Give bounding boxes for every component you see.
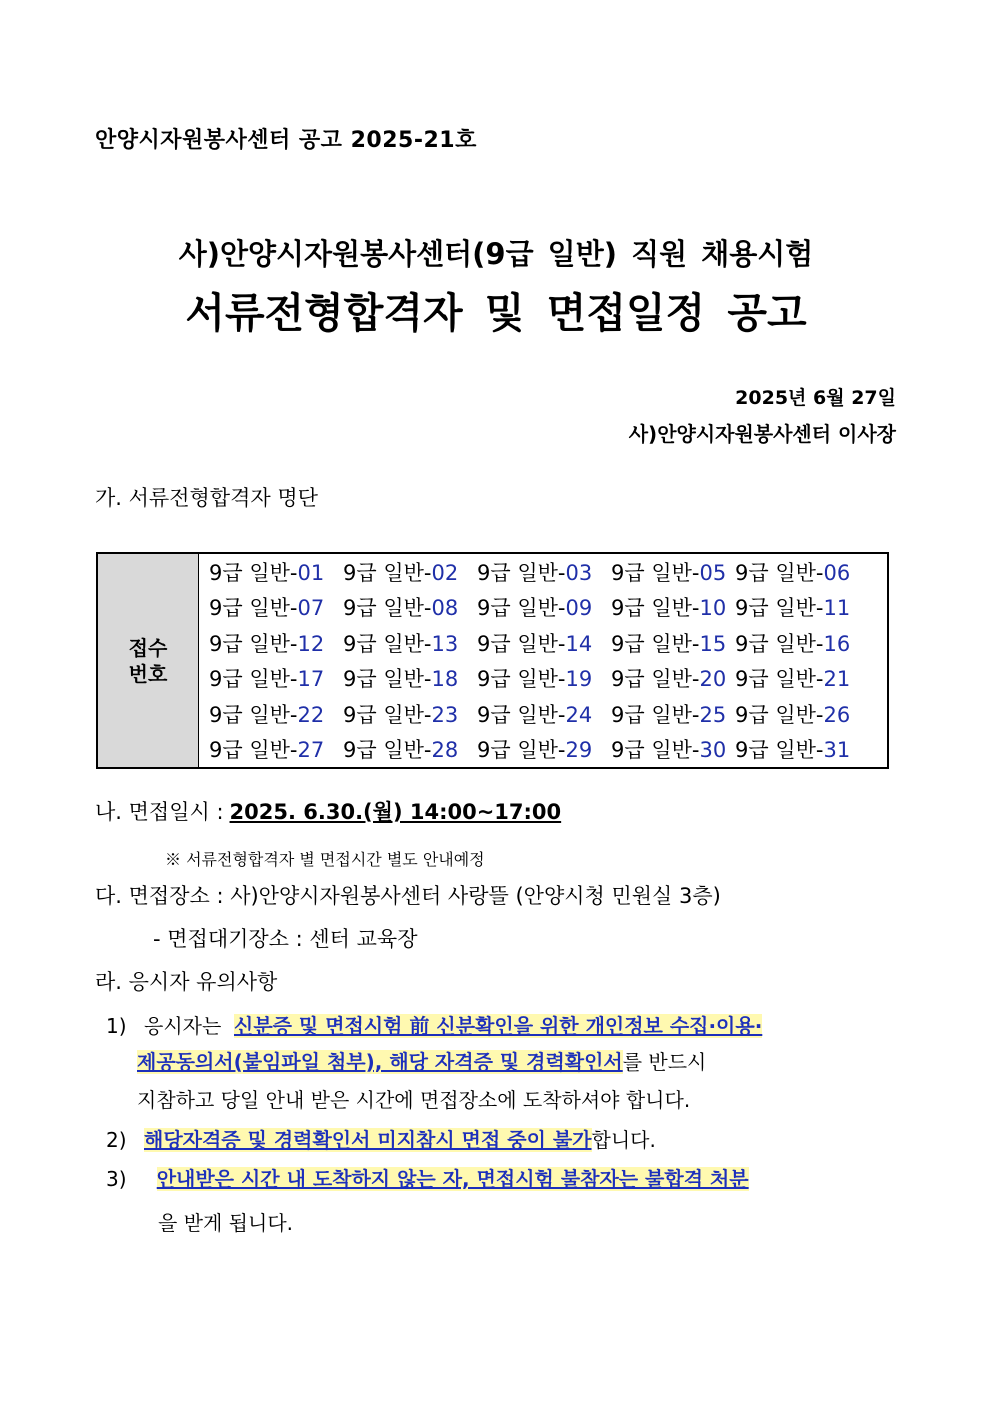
table-header-line1: 접수 bbox=[128, 635, 168, 660]
applicant-id-number: 13 bbox=[431, 631, 459, 656]
applicant-id bbox=[611, 734, 735, 764]
applicant-id-prefix: 9급 일반- bbox=[611, 738, 700, 763]
item-3-number: 3) bbox=[106, 1167, 127, 1191]
applicant-id-prefix: 9급 일반- bbox=[611, 596, 700, 621]
applicant-id-prefix: 9급 일반- bbox=[343, 702, 432, 727]
applicant-id bbox=[735, 592, 875, 622]
applicant-id-number: 12 bbox=[297, 631, 325, 656]
applicant-id-prefix: 9급 일반- bbox=[735, 560, 824, 585]
applicant-id-number: 15 bbox=[699, 631, 727, 656]
table-row bbox=[199, 554, 887, 590]
item-2-number: 2) bbox=[106, 1128, 127, 1152]
item-1-highlight-1: 신분증 및 면접시험 前 신분확인을 위한 개인정보 수집·이용· bbox=[234, 1014, 763, 1038]
applicant-id-prefix: 9급 일반- bbox=[611, 667, 700, 692]
applicant-id bbox=[199, 628, 343, 658]
applicant-id-prefix: 9급 일반- bbox=[735, 702, 824, 727]
applicant-id-prefix: 9급 일반- bbox=[611, 560, 700, 585]
applicant-id bbox=[343, 557, 477, 587]
item-1-number: 1) bbox=[106, 1014, 127, 1038]
item-3-highlight: 안내받은 시간 내 도착하지 않는 자, 면접시험 불참자는 불합격 처분 bbox=[156, 1167, 749, 1191]
applicant-id bbox=[611, 663, 735, 693]
applicant-id-number: 02 bbox=[431, 560, 459, 585]
applicant-id-prefix: 9급 일반- bbox=[477, 702, 566, 727]
applicant-id-number: 20 bbox=[699, 667, 727, 692]
applicant-id-number: 30 bbox=[699, 738, 727, 763]
applicant-id-number: 27 bbox=[297, 738, 325, 763]
item-1-post: 를 반드시 bbox=[622, 1050, 707, 1074]
table-header-line2: 번호 bbox=[128, 661, 168, 686]
applicant-id-prefix: 9급 일반- bbox=[735, 596, 824, 621]
notice-item-3-line2: 을 받게 됩니다. bbox=[158, 1211, 293, 1235]
interview-note: ※ 서류전형합격자 별 면접시간 별도 안내예정 bbox=[165, 850, 485, 869]
waiting-location: - 면접대기장소 : 센터 교육장 bbox=[153, 927, 418, 951]
applicant-id-number: 28 bbox=[431, 738, 459, 763]
applicant-id-prefix: 9급 일반- bbox=[477, 596, 566, 621]
applicant-id bbox=[343, 628, 477, 658]
table-header bbox=[97, 553, 199, 768]
applicant-id-prefix: 9급 일반- bbox=[343, 631, 432, 656]
applicant-id-prefix: 9급 일반- bbox=[343, 738, 432, 763]
notice-item-2 bbox=[106, 1124, 656, 1153]
applicant-id-prefix: 9급 일반- bbox=[209, 702, 298, 727]
item-2-post: 합니다. bbox=[591, 1128, 656, 1152]
applicant-id bbox=[611, 592, 735, 622]
applicant-id-number: 05 bbox=[699, 560, 727, 585]
notice-number: 안양시자원봉사센터 공고 2025-21호 bbox=[95, 128, 477, 153]
applicant-id bbox=[477, 663, 611, 693]
applicant-id bbox=[343, 734, 477, 764]
item-1-pre: 응시자는 bbox=[144, 1014, 222, 1038]
applicant-id-prefix: 9급 일반- bbox=[477, 631, 566, 656]
notice-item-1-line3: 지참하고 당일 안내 받은 시간에 면접장소에 도착하셔야 합니다. bbox=[137, 1088, 691, 1112]
applicant-id-prefix: 9급 일반- bbox=[477, 667, 566, 692]
applicant-id bbox=[343, 592, 477, 622]
applicant-id bbox=[477, 557, 611, 587]
applicant-id bbox=[735, 663, 875, 693]
applicant-id-number: 21 bbox=[823, 667, 851, 692]
section-d-heading: 라. 응시자 유의사항 bbox=[95, 970, 278, 994]
title-line1: 사)안양시자원봉사센터(9급 일반) 직원 채용시험 bbox=[178, 237, 814, 271]
applicant-id bbox=[611, 628, 735, 658]
applicant-id-prefix: 9급 일반- bbox=[611, 702, 700, 727]
applicant-id-number: 26 bbox=[823, 702, 851, 727]
applicant-id-number: 29 bbox=[565, 738, 593, 763]
applicant-id bbox=[199, 663, 343, 693]
applicant-id-prefix: 9급 일반- bbox=[209, 560, 298, 585]
applicant-id bbox=[477, 734, 611, 764]
applicant-id-prefix: 9급 일반- bbox=[209, 631, 298, 656]
applicant-id-prefix: 9급 일반- bbox=[343, 560, 432, 585]
applicant-id-number: 08 bbox=[431, 596, 459, 621]
applicant-id-prefix: 9급 일반- bbox=[209, 738, 298, 763]
applicant-id-prefix: 9급 일반- bbox=[611, 631, 700, 656]
notice-date: 2025년 6월 27일 bbox=[735, 387, 896, 409]
applicant-id bbox=[735, 699, 875, 729]
applicant-id-prefix: 9급 일반- bbox=[209, 596, 298, 621]
applicant-id bbox=[343, 699, 477, 729]
applicant-id-prefix: 9급 일반- bbox=[477, 738, 566, 763]
item-1-highlight-2: 제공동의서(붙임파일 첨부), 해당 자격증 및 경력확인서 bbox=[137, 1050, 623, 1074]
table-row bbox=[199, 661, 887, 697]
applicant-id bbox=[477, 592, 611, 622]
applicant-id bbox=[477, 699, 611, 729]
applicant-id-prefix: 9급 일반- bbox=[209, 667, 298, 692]
applicant-id bbox=[611, 557, 735, 587]
applicant-id bbox=[611, 699, 735, 729]
interview-date-label: 나. 면접일시 : bbox=[95, 800, 224, 824]
applicant-id-number: 19 bbox=[565, 667, 593, 692]
applicant-id-number: 23 bbox=[431, 702, 459, 727]
applicant-id-number: 25 bbox=[699, 702, 727, 727]
applicant-id bbox=[199, 734, 343, 764]
applicant-id bbox=[477, 628, 611, 658]
applicant-id-prefix: 9급 일반- bbox=[477, 560, 566, 585]
applicant-id-number: 16 bbox=[823, 631, 851, 656]
applicant-id-number: 24 bbox=[565, 702, 593, 727]
applicant-id bbox=[735, 734, 875, 764]
applicant-id-prefix: 9급 일반- bbox=[735, 631, 824, 656]
passer-table bbox=[96, 552, 889, 769]
interview-date-value: 2025. 6.30.(월) 14:00~17:00 bbox=[229, 800, 562, 824]
applicant-id-number: 17 bbox=[297, 667, 325, 692]
applicant-id-number: 06 bbox=[823, 560, 851, 585]
table-row bbox=[199, 590, 887, 626]
applicant-id bbox=[199, 557, 343, 587]
applicant-id-number: 03 bbox=[565, 560, 593, 585]
notice-item-1-line2 bbox=[137, 1046, 706, 1075]
applicant-id-number: 09 bbox=[565, 596, 593, 621]
applicant-id bbox=[199, 592, 343, 622]
applicant-id-number: 14 bbox=[565, 631, 593, 656]
applicant-id-number: 07 bbox=[297, 596, 325, 621]
applicant-id-number: 22 bbox=[297, 702, 325, 727]
table-row bbox=[199, 732, 887, 768]
applicant-id-number: 18 bbox=[431, 667, 459, 692]
notice-item-3 bbox=[106, 1163, 749, 1192]
applicant-id-number: 11 bbox=[823, 596, 851, 621]
section-a-heading: 가. 서류전형합격자 명단 bbox=[95, 486, 318, 510]
applicant-id-prefix: 9급 일반- bbox=[735, 738, 824, 763]
issuer: 사)안양시자원봉사센터 이사장 bbox=[628, 422, 896, 446]
applicant-id-prefix: 9급 일반- bbox=[343, 596, 432, 621]
applicant-id-number: 31 bbox=[823, 738, 851, 763]
interview-location: 다. 면접장소 : 사)안양시자원봉사센터 사랑뜰 (안양시청 민원실 3층) bbox=[95, 884, 721, 908]
applicant-id bbox=[343, 663, 477, 693]
applicant-id bbox=[735, 628, 875, 658]
table-row bbox=[199, 625, 887, 661]
applicant-id-prefix: 9급 일반- bbox=[735, 667, 824, 692]
table-row bbox=[199, 696, 887, 732]
applicant-id-number: 10 bbox=[699, 596, 727, 621]
applicant-id bbox=[199, 699, 343, 729]
applicant-id-number: 01 bbox=[297, 560, 325, 585]
item-2-highlight: 해당자격증 및 경력확인서 미지참시 면접 중이 불가 bbox=[144, 1128, 592, 1152]
applicant-id-prefix: 9급 일반- bbox=[343, 667, 432, 692]
table-body bbox=[199, 553, 889, 768]
notice-item-1 bbox=[106, 1010, 762, 1039]
section-b bbox=[95, 796, 561, 826]
applicant-id bbox=[735, 557, 875, 587]
page-title: 서류전형합격자 및 면접일정 공고 bbox=[185, 289, 807, 337]
